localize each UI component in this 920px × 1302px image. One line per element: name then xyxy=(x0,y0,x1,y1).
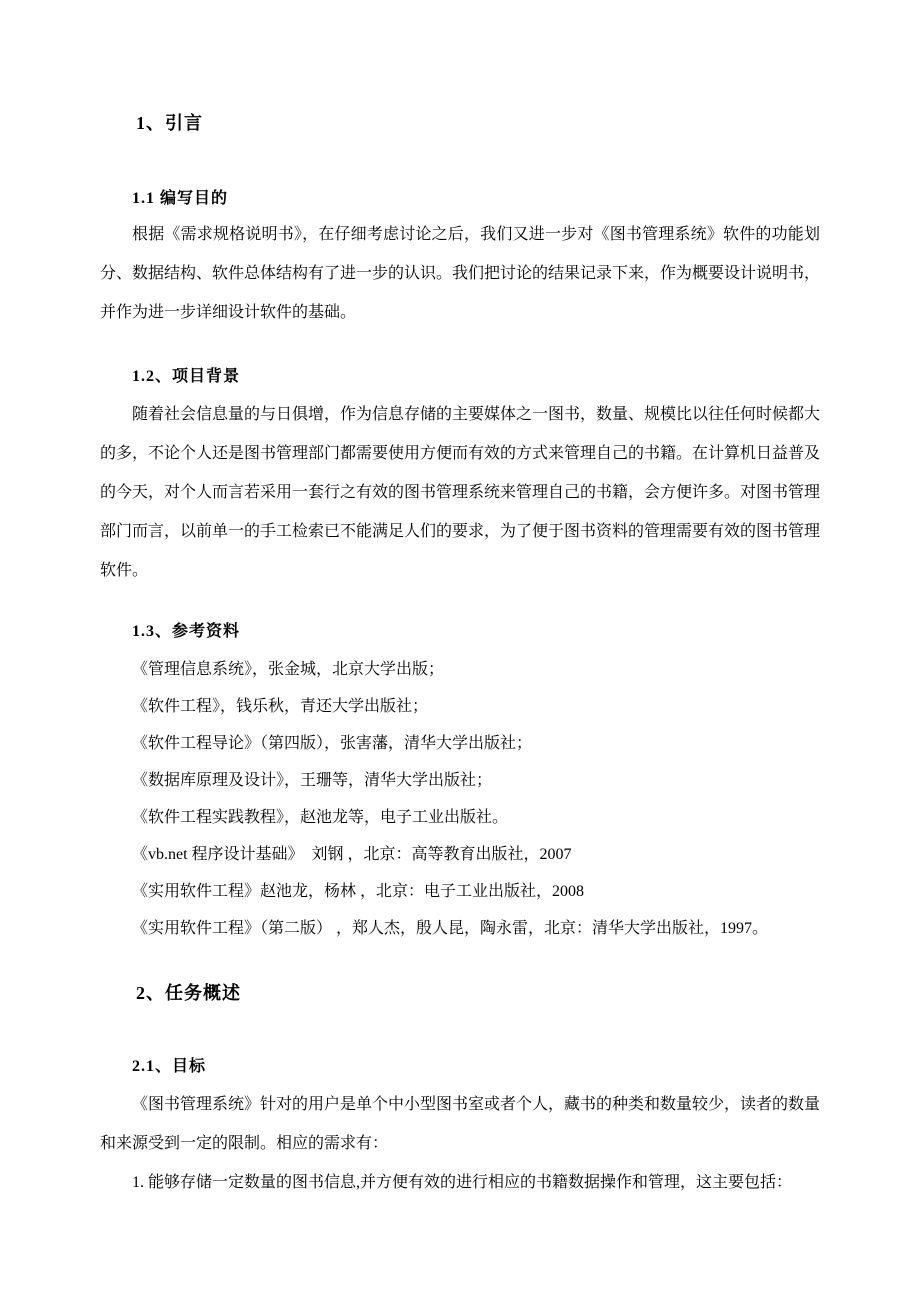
reference-item: 《软件工程实践教程》，赵池龙等，电子工业出版社。 xyxy=(132,809,509,826)
reference-item: 《软件工程导论》（第四版），张害藩，清华大学出版社； xyxy=(132,735,533,752)
reference-item: 《数据库原理及设计》，王珊等，清华大学出版社； xyxy=(132,772,493,789)
section-1-heading: 1、引言 xyxy=(136,113,203,133)
section-1-1-heading: 1.1 编写目的 xyxy=(132,190,229,207)
section-2-1-paragraph: 《图书管理系统》针对的用户是单个中小型图书室或者个人，藏书的种类和数量较少，读者的数量和来源受到一定的限制。相应的需求有： xyxy=(100,1096,821,1152)
section-2-heading: 2、任务概述 xyxy=(136,983,241,1003)
section-1-2-heading: 1.2、项目背景 xyxy=(132,368,241,385)
reference-item: 《软件工程》，钱乐秋，青还大学出版社； xyxy=(132,698,429,715)
reference-list xyxy=(100,651,820,947)
reference-item: 《实用软件工程》（第二版） ，郑人杰，殷人昆，陶永雷，北京：清华大学出版社，1997。 xyxy=(132,920,769,937)
reference-item: 《vb.net 程序设计基础》 刘钢 ，北京：高等教育出版社，2007 xyxy=(132,846,572,863)
reference-item: 《管理信息系统》，张金城，北京大学出版； xyxy=(132,661,445,678)
section-1-3-heading: 1.3、参考资料 xyxy=(132,623,241,640)
section-2-1-list-item-1: 1. 能够存储一定数量的图书信息,并方便有效的进行相应的书籍数据操作和管理，这主要包括： xyxy=(132,1174,793,1191)
reference-item: 《实用软件工程》赵池龙，杨林 ，北京：电子工业出版社，2008 xyxy=(132,883,585,900)
section-1-1-paragraph: 根据《需求规格说明书》，在仔细考虑讨论之后，我们又进一步对《图书管理系统》软件的功能划分、数据结构、软件总体结构有了进一步的认识。我们把讨论的结果记录下来，作为概要设计说明书，并作为进一步详细设计软件的基础。 xyxy=(100,226,821,321)
section-1-2-paragraph: 随着社会信息量的与日俱增，作为信息存储的主要媒体之一图书，数量、规模比以往任何时候都大的多，不论个人还是图书管理部门都需要使用方便而有效的方式来管理自己的书籍。在计算机日益普及的今天，对个人而言若采用一套行之有效的图书管理系统来管理自己的书籍，会方便许多。对图书管理部门而言，以前单一的手工检索已不能满足人们的要求，为了便于图书资料的管理需要有效的图书管理软件。 xyxy=(100,406,821,579)
section-2-1-heading: 2.1、目标 xyxy=(132,1058,207,1075)
